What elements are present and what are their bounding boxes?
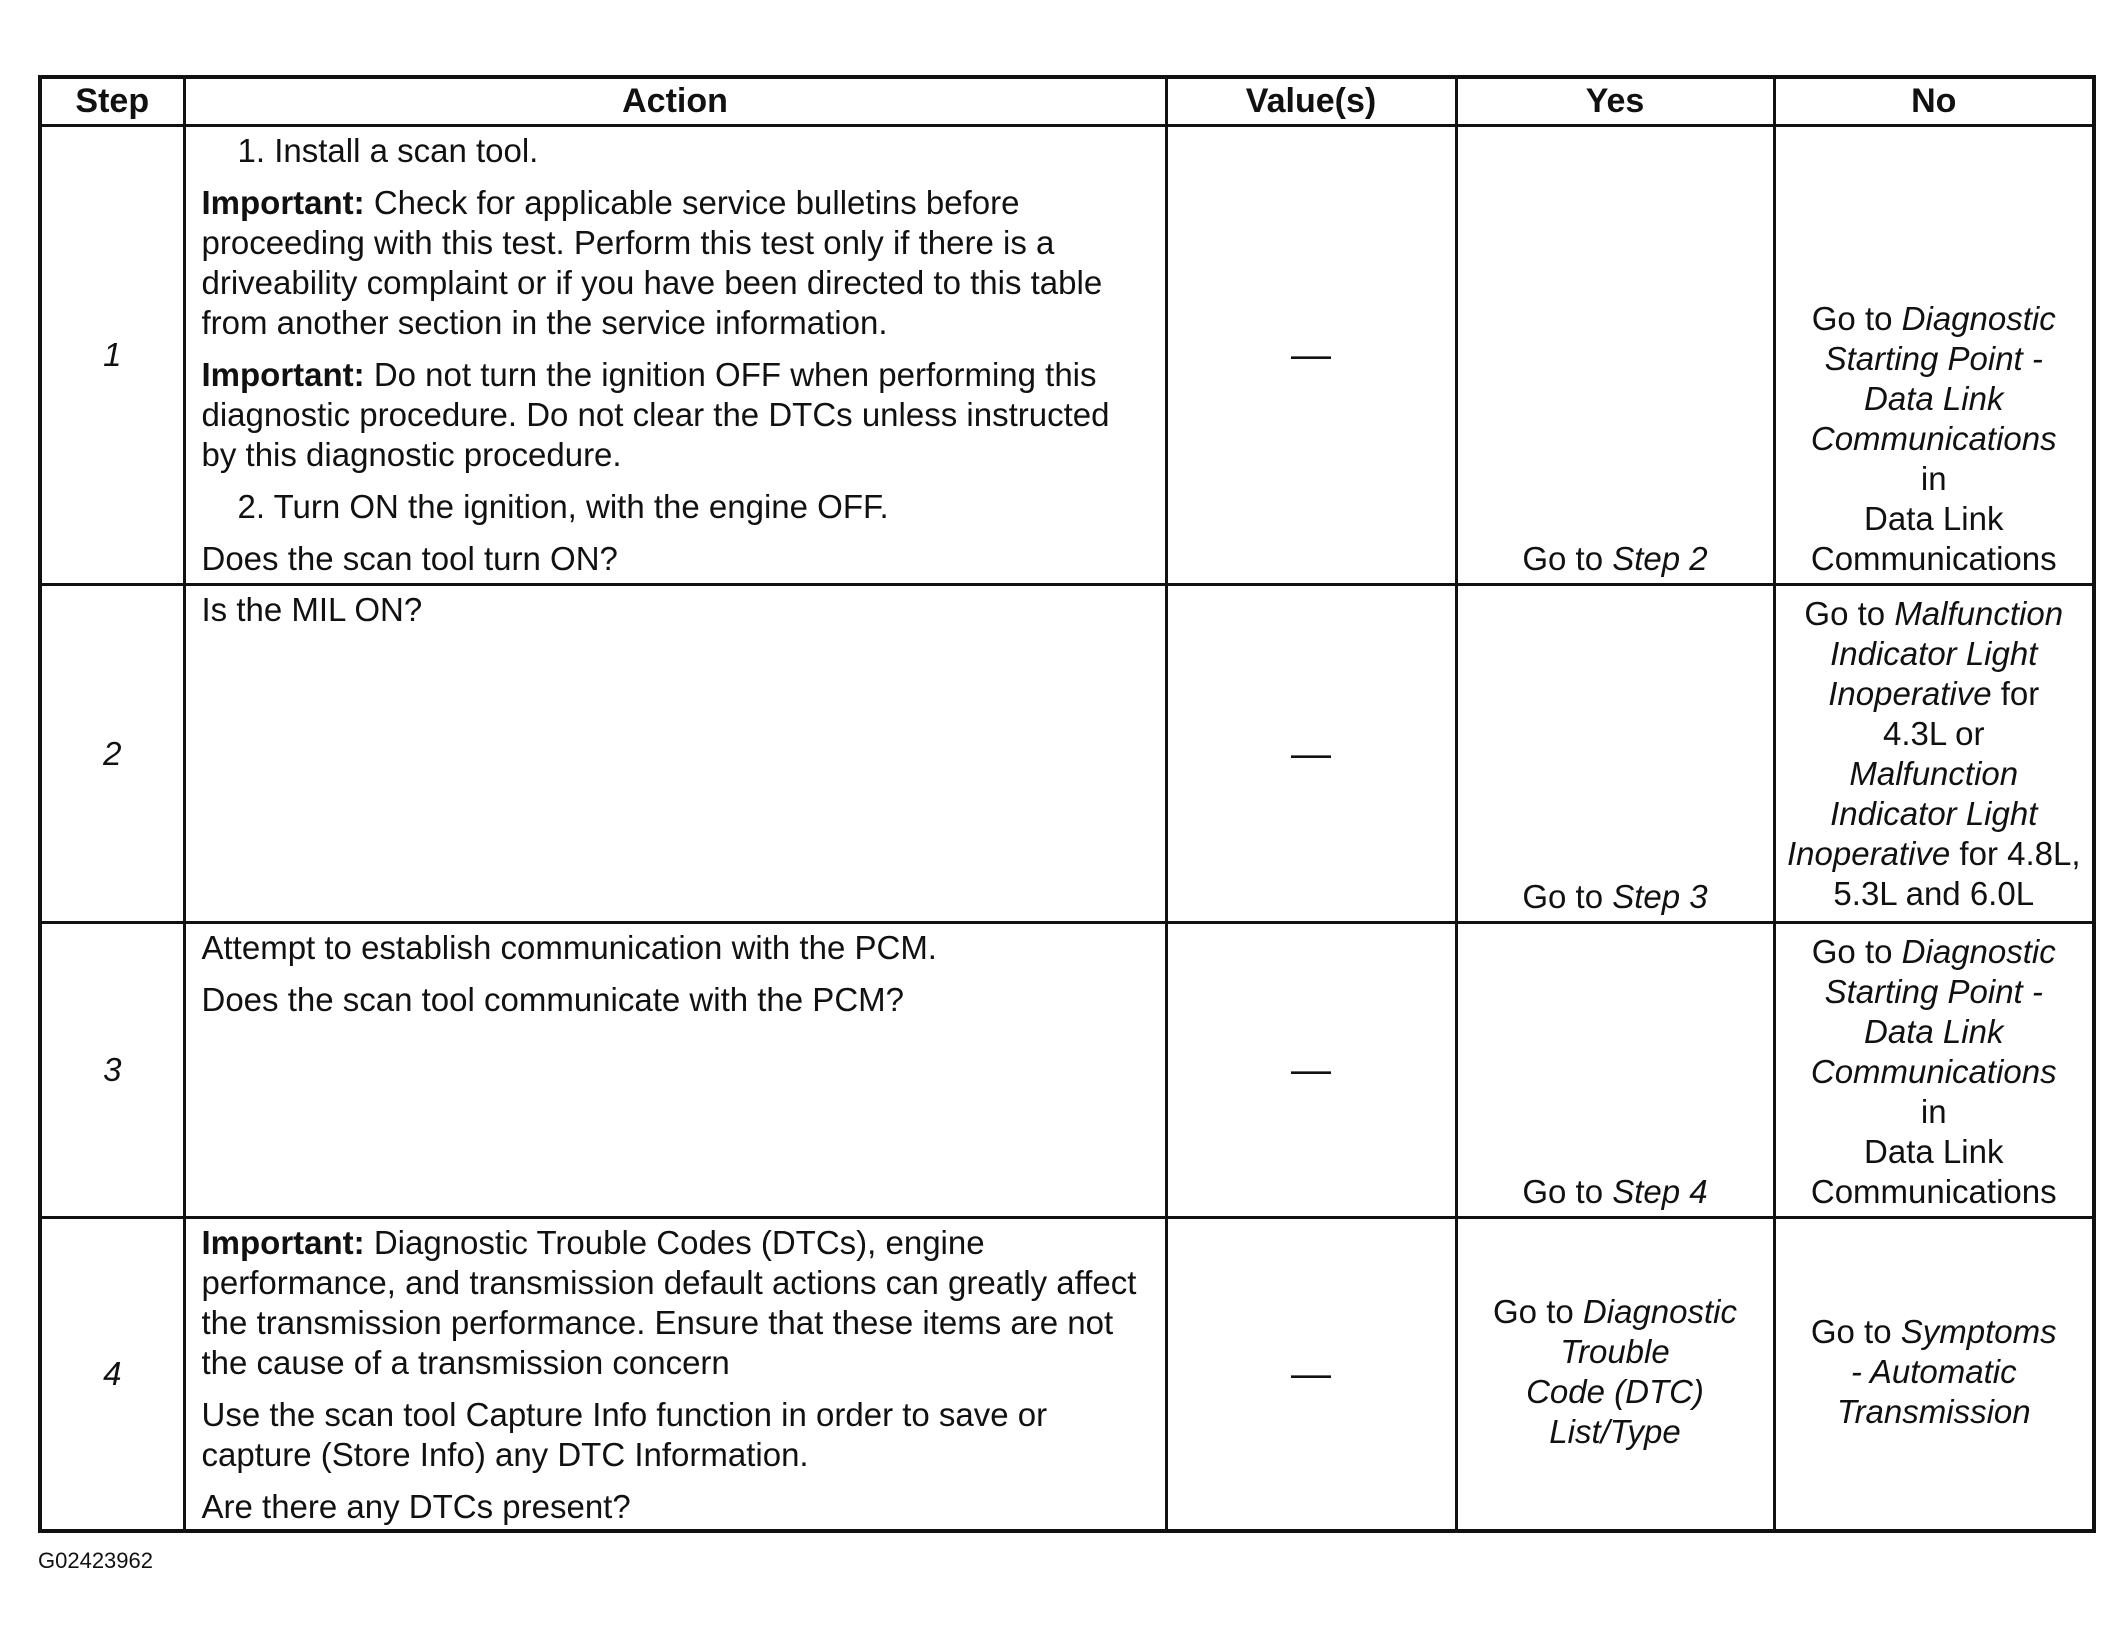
yes-cell <box>1456 1218 1774 1532</box>
step-link[interactable]: Step 2 <box>1612 540 1708 577</box>
yes-cell <box>1456 923 1774 1218</box>
important-note <box>202 183 1149 343</box>
reference-link[interactable]: Indicator Light <box>1830 795 2038 832</box>
step-number: 2 <box>40 585 184 923</box>
yes-cell <box>1456 126 1774 585</box>
reference-link[interactable]: Starting Point - <box>1824 340 2043 377</box>
header-step: Step <box>40 77 184 126</box>
action-instruction: 2. Turn ON the ignition, with the engine OFF. <box>237 488 889 525</box>
step-link[interactable]: Step 3 <box>1612 878 1708 915</box>
no-cell <box>1774 923 2094 1218</box>
action-question: Is the MIL ON? <box>201 591 423 628</box>
reference-link[interactable]: Inoperative <box>1786 835 1951 872</box>
action-instruction: Attempt to establish communication with the PCM. <box>201 929 937 966</box>
reference-link[interactable]: Diagnostic <box>1901 933 2056 970</box>
reference-link[interactable]: Data Link <box>1864 380 2004 417</box>
action-cell <box>184 126 1166 585</box>
diagnostic-table <box>38 75 2096 1533</box>
important-text: Check for applicable service bulletins before proceeding with this test. Perform this test only if there is a driveability complaint or if you have been directed to this table from another section in the service information. <box>201 184 1103 341</box>
engine-text: 5.3L and 6.0L <box>1833 875 2035 912</box>
important-text: Diagnostic Trouble Codes (DTCs), engine performance, and transmission default actions can greatly affect the transmission performance. Ensure that these items are not the cause of a transmission concern <box>201 1224 1137 1381</box>
reference-link[interactable]: Trouble <box>1560 1333 1670 1370</box>
goto-prefix: Go to <box>1493 1293 1583 1330</box>
action-cell <box>184 1218 1166 1532</box>
goto-prefix: Go to <box>1810 1313 1901 1350</box>
important-label: Important: <box>201 1224 365 1261</box>
action-instruction: 1. Install a scan tool. <box>237 132 539 169</box>
reference-link[interactable]: Diagnostic <box>1582 1293 1737 1330</box>
reference-link[interactable]: Communications <box>1810 420 2057 457</box>
section-ref: Data Link <box>1864 1133 2004 1170</box>
action-instruction: Use the scan tool Capture Info function in order to save or capture (Store Info) any DTC Information. <box>201 1396 1048 1473</box>
goto-prefix: Go to <box>1811 300 1902 337</box>
reference-link[interactable]: Inoperative <box>1828 675 1992 712</box>
header-action: Action <box>184 77 1166 126</box>
no-cell <box>1774 585 2094 923</box>
goto-prefix: Go to <box>1522 878 1613 915</box>
goto-prefix: Go to <box>1522 1173 1613 1210</box>
reference-link[interactable]: Symptoms <box>1900 1313 2057 1350</box>
yes-cell <box>1456 585 1774 923</box>
reference-link[interactable]: Malfunction <box>1849 755 2019 792</box>
reference-link[interactable]: Code (DTC) <box>1526 1373 1704 1410</box>
header-values: Value(s) <box>1166 77 1456 126</box>
header-yes: Yes <box>1456 77 1774 126</box>
reference-link[interactable]: Indicator Light <box>1830 635 2038 672</box>
table-row <box>40 1218 2094 1532</box>
value-cell: — <box>1166 1218 1456 1532</box>
reference-link[interactable]: Starting Point - <box>1824 973 2043 1010</box>
value-cell: — <box>1166 923 1456 1218</box>
in-word: in <box>1920 1093 1947 1130</box>
table-row <box>40 923 2094 1218</box>
action-cell <box>184 923 1166 1218</box>
action-question: Does the scan tool communicate with the PCM? <box>201 981 904 1018</box>
action-question: Does the scan tool turn ON? <box>201 540 618 577</box>
important-label: Important: <box>201 184 365 221</box>
important-note <box>202 355 1149 475</box>
reference-link[interactable]: Communications <box>1810 1053 2057 1090</box>
action-question: Are there any DTCs present? <box>201 1488 631 1525</box>
header-row <box>40 77 2094 126</box>
step-number: 3 <box>40 923 184 1218</box>
reference-link[interactable]: Diagnostic <box>1901 300 2056 337</box>
in-word: in <box>1920 460 1947 497</box>
value-cell: — <box>1166 126 1456 585</box>
reference-link[interactable]: Malfunction <box>1894 595 2064 632</box>
header-no: No <box>1774 77 2094 126</box>
step-number: 1 <box>40 126 184 585</box>
reference-link[interactable]: - Automatic <box>1850 1353 2017 1390</box>
step-link[interactable]: Step 4 <box>1612 1173 1708 1210</box>
reference-link[interactable]: List/Type <box>1549 1413 1681 1450</box>
goto-prefix: Go to <box>1522 540 1613 577</box>
section-ref: Communications <box>1810 1173 2057 1210</box>
section-ref: Data Link <box>1864 500 2004 537</box>
reference-link[interactable]: Data Link <box>1864 1013 2004 1050</box>
important-text: Do not turn the ignition OFF when performing this diagnostic procedure. Do not clear the DTCs unless instructed by this diagnostic procedure. <box>201 356 1110 473</box>
goto-prefix: Go to <box>1804 595 1895 632</box>
table-row <box>40 126 2094 585</box>
engine-text: 4.3L or <box>1882 715 1985 752</box>
figure-id: G02423962 <box>38 1548 153 1573</box>
section-ref: Communications <box>1810 540 2057 577</box>
goto-prefix: Go to <box>1811 933 1902 970</box>
important-label: Important: <box>201 356 365 393</box>
action-cell <box>184 585 1166 923</box>
table-row <box>40 585 2094 923</box>
engine-text: for 4.8L, <box>1950 835 2081 872</box>
no-cell <box>1774 1218 2094 1532</box>
value-cell: — <box>1166 585 1456 923</box>
engine-text: for <box>1991 675 2040 712</box>
important-note <box>202 1223 1149 1383</box>
step-number: 4 <box>40 1218 184 1532</box>
no-cell <box>1774 126 2094 585</box>
reference-link[interactable]: Transmission <box>1836 1393 2031 1430</box>
